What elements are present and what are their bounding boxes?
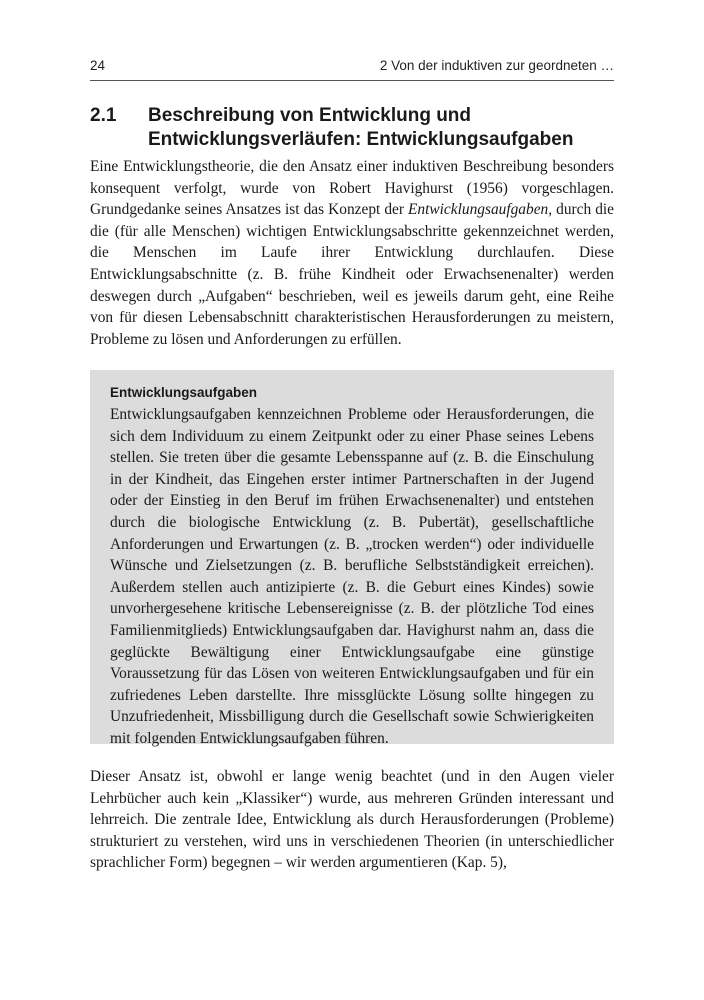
paragraph-1-text-start: Eine Entwicklungstheorie, die den Ansatz einer induktiven Beschreibung besonders konsequent verfolgt, wurde von Robert Havighurst (1956) vorgeschlagen. Grundgedanke seines Ansatzes ist das Konzept der (90, 158, 614, 219)
body-paragraph-1 (90, 156, 614, 350)
definition-box-body: Entwicklungsaufgaben kennzeichnen Probleme oder Herausforderungen, die sich dem Individuum zu einem Zeitpunkt oder zu einer Phase seines Lebens stellen. Sie treten über die gesamte Lebensspanne auf (z. B. die Einschulung in der Kindheit, das Eingehen erster intimer Partnerschaften in der Jugend oder der Einstieg in den Beruf im frühen Erwachsenenalter) und entstehen durch die biologische Entwicklung (z. B. Pubertät), gesellschaftliche Anforderungen und Erwartungen (z. B. „trocken werden“) oder individuelle Wünsche und Zielsetzungen (z. B. berufliche Selbstständigkeit erreichen). Außerdem stellen auch antizipierte (z. B. die Geburt eines Kindes) sowie unvorhergesehene kritische Lebensereignisse (z. B. der plötzliche Tod eines Familienmitglieds) Entwicklungsaufgaben dar. Havighurst nahm an, dass die geglückte Bewältigung einer Entwicklungsaufgabe eine günstige Voraussetzung für das Lösen von weiteren Entwicklungsaufgaben und für ein zufriedenes Leben darstellte. Ihre missglückte Lösung sollte hingegen zu Unzufriedenheit, Missbilligung durch die Gesellschaft sowie Schwierigkeiten mit folgenden Entwicklungsaufgaben führen. (110, 406, 594, 747)
definition-box (90, 370, 614, 747)
header-divider (90, 80, 614, 81)
body-paragraph-2: Dieser Ansatz ist, obwohl er lange wenig beachtet (und in den Augen vieler Lehrbücher auch kein „Klassiker“) wurde, aus mehreren Gründen interessant und lehrreich. Die zentrale Idee, Entwicklung als durch Herausforderungen (Probleme) strukturiert zu verstehen, wird uns in verschiedenen Theorien (in unterschiedlicher sprachlicher Form) begegnen – wir werden argumentieren (Kap. 5), (90, 768, 614, 872)
section-number: 2.1 (90, 105, 117, 126)
paragraph-1-term: Entwicklungsaufgaben (408, 201, 549, 219)
running-header (90, 58, 614, 80)
definition-box-title: Entwicklungsaufgaben (110, 385, 258, 400)
section-title: Beschreibung von Entwicklung und Entwicklungsverläufen: Entwicklungsaufgaben (148, 105, 574, 150)
running-title: 2 Von der induktiven zur geordneten … (379, 58, 614, 73)
paragraph-1-text-end: , durch die die (für alle Menschen) wichtigen Entwicklungsabschritte gekennzeichnet werden, die Menschen im Laufe ihrer Entwicklung durchlaufen. Diese Entwicklungsabschnitte (z. B. frühe Kindheit oder Erwachsenenalter) werden deswegen durch „Aufgaben“ beschrieben, weil es jeweils darum geht, eine Reihe von für diesen Lebensabschnitt charakteristischen Herausforderungen zu meistern, Probleme zu lösen und Anforderungen zu erfüllen. (90, 201, 614, 348)
page-number: 24 (90, 58, 106, 73)
